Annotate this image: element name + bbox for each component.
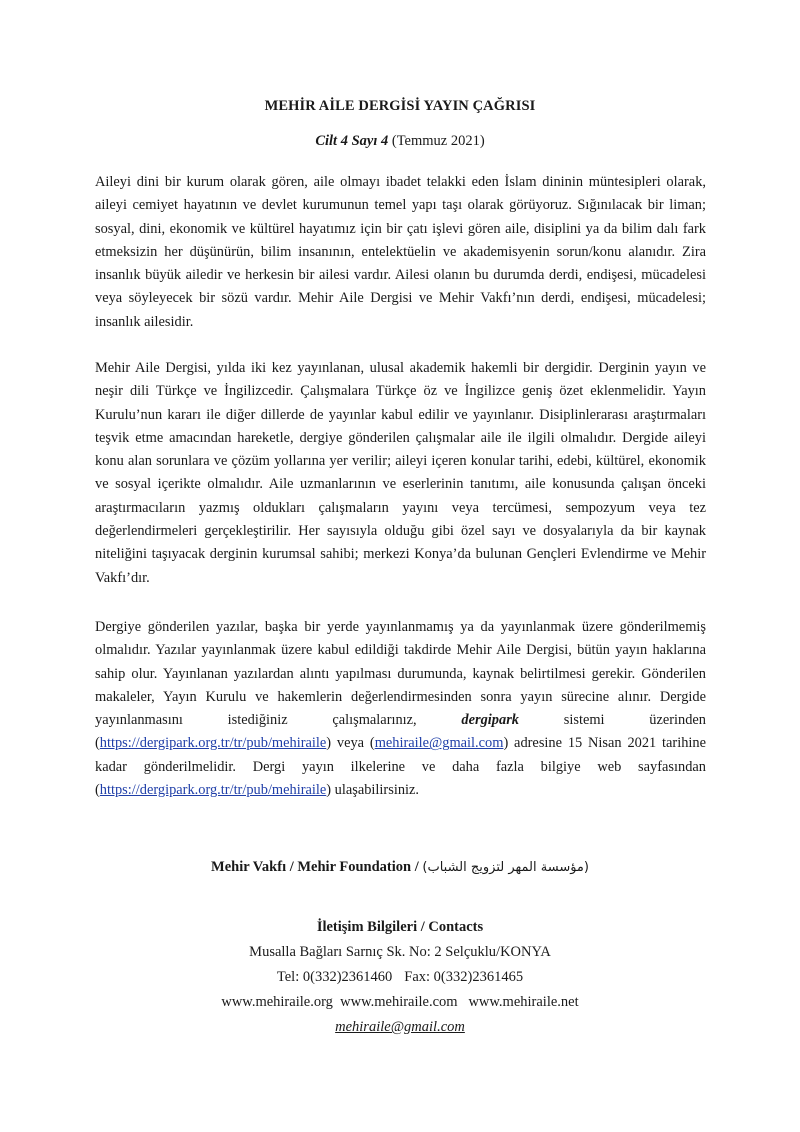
paragraph-3-part-4: ) adresine 15 Nisan 2021 tarihine kadar gönderilmelidir. Dergi yayın ilkelerine ve daha fazla bilgiye web sayfasından ( [95, 735, 706, 799]
contact-websites [0, 990, 800, 1015]
paragraph-3-part-2: sistemi üzerinden ( [95, 712, 706, 752]
contact-address: Musalla Bağları Sarnıç Sk. No: 2 Selçuklu/KONYA [249, 944, 551, 960]
issue-volume: Cilt 4 Sayı 4 [315, 133, 389, 149]
contact-phones [0, 965, 800, 990]
paragraph-3 [95, 616, 706, 802]
website-org[interactable]: www.mehiraile.org [221, 994, 333, 1010]
contact-tel: Tel: 0(332)2361460 [276, 969, 393, 985]
contact-email[interactable]: mehiraile@gmail.com [335, 1019, 465, 1035]
website-com[interactable]: www.mehiraile.com [340, 994, 458, 1010]
foundation-name: Mehir Vakfı / Mehir Foundation / [211, 859, 419, 875]
foundation-line [0, 859, 800, 876]
contacts-heading: İletişim Bilgileri / Contacts [316, 919, 484, 935]
paragraph-intro [95, 171, 706, 334]
website-net[interactable]: www.mehiraile.net [468, 994, 579, 1010]
paragraph-2-text: Mehir Aile Dergisi, yılda iki kez yayınlanan, ulusal akademik hakemli bir dergidir. Derginin yayın ve neşir dili Türkçe ve İngilizcedir. Çalışmalara Türkçe öz ve İngilizce geniş özet eklenmelidir. Yayın Kurulu’nun kararı ile diğer dillerde de yayınlar kabul edilir ve yayınlanır. Disiplinlerarası araştırmaları teşvik etme amacından hareketle, dergiye gönderilen çalışmalar aile ile ilgili olmalıdır. Dergide aileyi konu alan sorunlara ve çözüm yollarına yer verilir; aileyi içeren konular tarihi, edebi, kültürel, ekonomik ve sosyal içerikte olmalıdır. Aile uzmanlarının ve eserlerinin tanıtımı, aile konusunda çalışan önceki araştırmacıların yazmış oldukları çalışmaların yayını veya tercümesi, sempozyum veya tez değerlendirmeleri gerçekleştirilir. Her sayısıyla olduğu gibi özel sayı ve dosyalarıyla da bir kaynak niteliğini taşıyacak derginin kurumsal sahibi; merkezi Konya’da bulunan Gençleri Evlendirme ve Mehir Vakfı’dır. [95, 360, 706, 586]
paragraph-about [95, 357, 706, 590]
paragraph-3-part-5: ) ulaşabilirsiniz. [326, 782, 419, 799]
contacts-block [0, 915, 800, 1040]
dergipark-link-2[interactable]: https://dergipark.org.tr/tr/pub/mehiraile [99, 782, 327, 799]
email-link[interactable]: mehiraile@gmail.com [374, 735, 504, 752]
dergipark-brand: dergipark [461, 712, 519, 729]
issue-date: (Temmuz 2021) [391, 133, 485, 149]
foundation-arabic-name: (مؤسسة المهر لتزويج الشباب) [422, 860, 589, 875]
paragraph-1-text: Aileyi dini bir kurum olarak gören, aile olmayı ibadet telakki eden İslam dininin müntesipleri olarak, aileyi cemiyet hayatının ve devlet kurumunun temel yapı taşı olarak görüyoruz. Sığınılacak bir liman; sosyal, dini, ekonomik ve kültürel hayatımız için bir çatı işlevi gören aile, disiplini ya da bilim dalı fark etmeksizin her düşünürün, bilim insanının, entelektüelin ve akademisyenin sorun/konu alanıdır. Zira insanlık büyük ailedir ve herkesin bir ailesi vardır. Ailesi olanın bu durumda derdi, endişesi, mücadelesi veya söyleyecek bir sözü vardır. Mehir Aile Dergisi ve Mehir Vakfı’nın derdi, endişesi, mücadelesi; insanlık ailesidir. [95, 174, 706, 330]
document-title: MEHİR AİLE DERGİSİ YAYIN ÇAĞRISI [264, 98, 536, 114]
issue-line [0, 133, 800, 150]
paragraph-submission [95, 616, 706, 802]
paragraph-3-part-3: ) veya ( [326, 735, 375, 752]
dergipark-link[interactable]: https://dergipark.org.tr/tr/pub/mehiraile [99, 735, 327, 752]
contact-fax: Fax: 0(332)2361465 [404, 969, 524, 985]
paragraph-3-part-1: Dergiye gönderilen yazılar, başka bir yerde yayınlanmamış ya da yayınlanmak üzere gönderilmemiş olmalıdır. Yazılar yayınlanmak üzere kabul edildiği takdirde Mehir Aile Dergisi, bütün yayın haklarına sahip olur. Yayınlanan yazılardan alıntı yapılması durumunda, kaynak belirtilmesi gerekir. Gönderilen makaleler, Yayın Kurulu ve hakemlerin değerlendirmesinden sonra yayın sürecine alınır. Dergide yayınlanmasını istediğiniz çalışmalarınız, [95, 619, 706, 729]
